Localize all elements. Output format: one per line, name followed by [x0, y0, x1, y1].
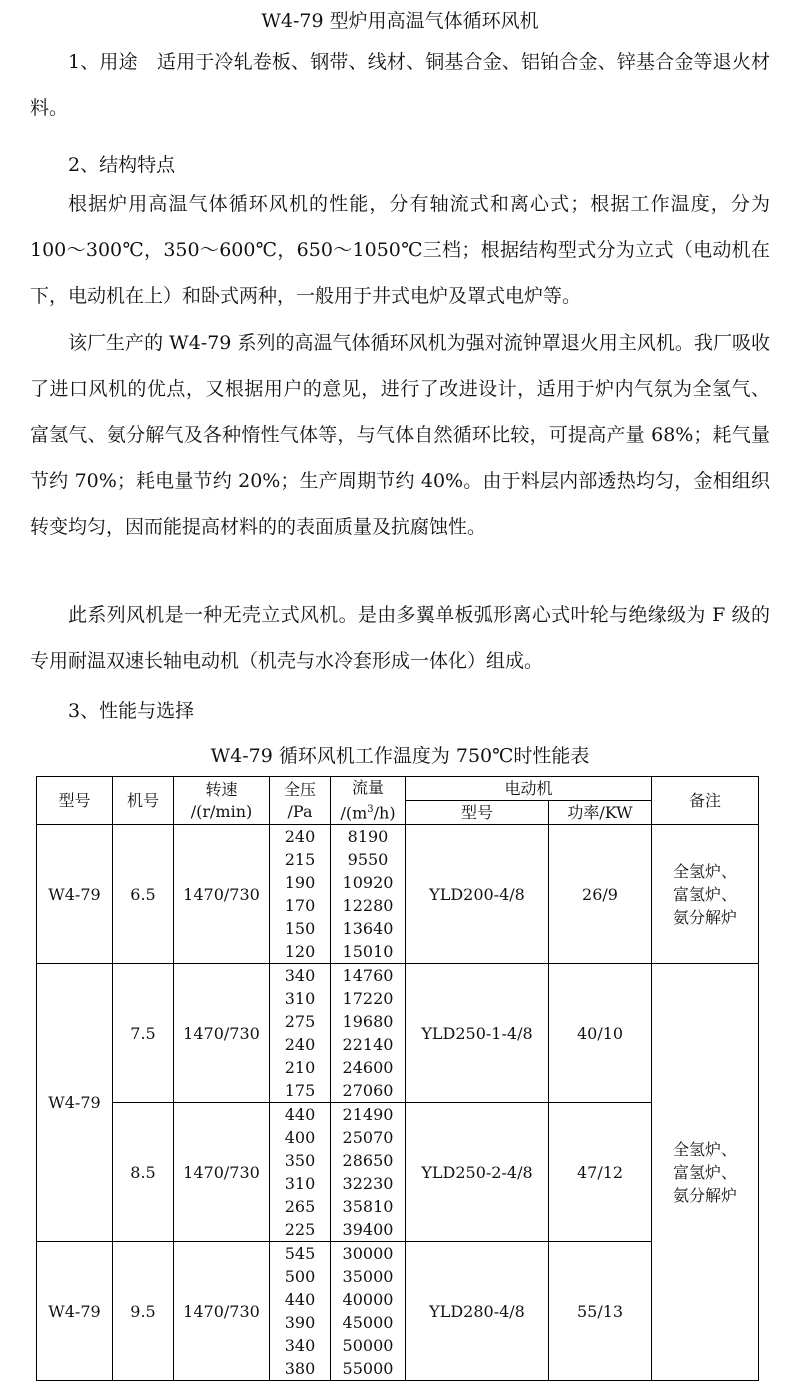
cell-model: W4-79 [37, 1242, 113, 1381]
table-row [37, 964, 759, 1103]
header-motor-power: 功率/KW [549, 801, 652, 825]
performance-table [36, 776, 759, 1381]
cell-motor-power: 26/9 [549, 825, 652, 964]
header-motor-model: 型号 [406, 801, 549, 825]
cell-remark: 全氢炉、 富氢炉、 氨分解炉 [652, 964, 759, 1381]
cell-motor-power: 55/13 [549, 1242, 652, 1381]
cell-motor-model: YLD250-1-4/8 [406, 964, 549, 1103]
header-pressure-label: 全压 [283, 779, 316, 799]
structure-heading: 2、结构特点 [68, 154, 176, 176]
cell-remark: 全氢炉、 富氢炉、 氨分解炉 [652, 825, 759, 964]
structure-paragraph-2: 该厂生产的 W4-79 系列的高温气体循环风机为强对流钟罩退火用主风机。我厂吸收了进口风机的优点，又根据用户的意见，进行了改进设计，适用于炉内气氛为全氢气、富氢气、氨分解气及各种惰性气体等，与气体自然循环比较，可提高产量 68%；耗气量节约 70%；耗电量节约 20%；生产周期节约 40%。由于料层内部透热均匀，金相组织转变均匀，因而能提高材料的的表面质量及抗腐蚀性。 [30, 332, 770, 538]
table-caption: W4-79 循环风机工作温度为 750℃时性能表 [210, 745, 590, 767]
table-row [37, 1242, 759, 1381]
cell-model: W4-79 [37, 964, 113, 1242]
cell-motor-model: YLD280-4/8 [406, 1242, 549, 1381]
cell-flow: 8190 9550 10920 12280 13640 15010 [331, 825, 406, 964]
cell-speed: 1470/730 [174, 964, 270, 1103]
header-remark: 备注 [652, 777, 759, 825]
header-motor: 电动机 [406, 777, 652, 801]
header-speed-label: 转速 [205, 779, 238, 799]
cell-flow: 14760 17220 19680 22140 24600 27060 [331, 964, 406, 1103]
cell-speed: 1470/730 [174, 1103, 270, 1242]
header-model: 型号 [37, 777, 113, 825]
document-title: W4-79 型炉用高温气体循环风机 [261, 10, 539, 32]
cell-pressure: 545 500 440 390 340 380 [270, 1242, 331, 1381]
cell-motor-power: 47/12 [549, 1103, 652, 1242]
performance-heading: 3、性能与选择 [68, 700, 195, 722]
cell-pressure: 340 310 275 240 210 175 [270, 964, 331, 1103]
header-speed-unit: /(r/min) [190, 801, 253, 821]
table-row [37, 825, 759, 964]
cell-machine-no: 7.5 [113, 964, 174, 1103]
header-flow-label: 流量 [351, 778, 384, 797]
structure-paragraph-1: 根据炉用高温气体循环风机的性能，分有轴流式和离心式；根据工作温度，分为 100～300℃，350～600℃，650～1050℃三档；根据结构型式分为立式（电动机在下，电动机在上）和卧式两种，一般用于井式电炉及罩式电炉等。 [30, 193, 770, 307]
cell-flow: 21490 25070 28650 32230 35810 39400 [331, 1103, 406, 1242]
cell-motor-model: YLD200-4/8 [406, 825, 549, 964]
cell-machine-no: 9.5 [113, 1242, 174, 1381]
structure-paragraph-3: 此系列风机是一种无壳立式风机。是由多翼单板弧形离心式叶轮与绝缘级为 F 级的专用耐温双速长轴电动机（机壳与水冷套形成一体化）组成。 [30, 604, 770, 672]
header-pressure-unit: /Pa [287, 801, 313, 821]
cell-speed: 1470/730 [174, 1242, 270, 1381]
cell-model: W4-79 [37, 825, 113, 964]
cell-machine-no: 8.5 [113, 1103, 174, 1242]
header-flow-unit: $/(m^3/h)$ [340, 803, 396, 823]
cell-motor-model: YLD250-2-4/8 [406, 1103, 549, 1242]
cell-pressure: 240 215 190 170 150 120 [270, 825, 331, 964]
cell-speed: 1470/730 [174, 825, 270, 964]
cell-pressure: 440 400 350 310 265 225 [270, 1103, 331, 1242]
header-speed [174, 777, 270, 825]
cell-flow: 30000 35000 40000 45000 50000 55000 [331, 1242, 406, 1381]
cell-machine-no: 6.5 [113, 825, 174, 964]
header-pressure [270, 777, 331, 825]
cell-motor-power: 40/10 [549, 964, 652, 1103]
usage-paragraph: 1、用途 适用于冷轧卷板、钢带、线材、铜基合金、铝铂合金、锌基合金等退火材料。 [30, 51, 770, 119]
header-machine-no: 机号 [113, 777, 174, 825]
header-flow [331, 777, 406, 825]
table-row [37, 1103, 759, 1242]
